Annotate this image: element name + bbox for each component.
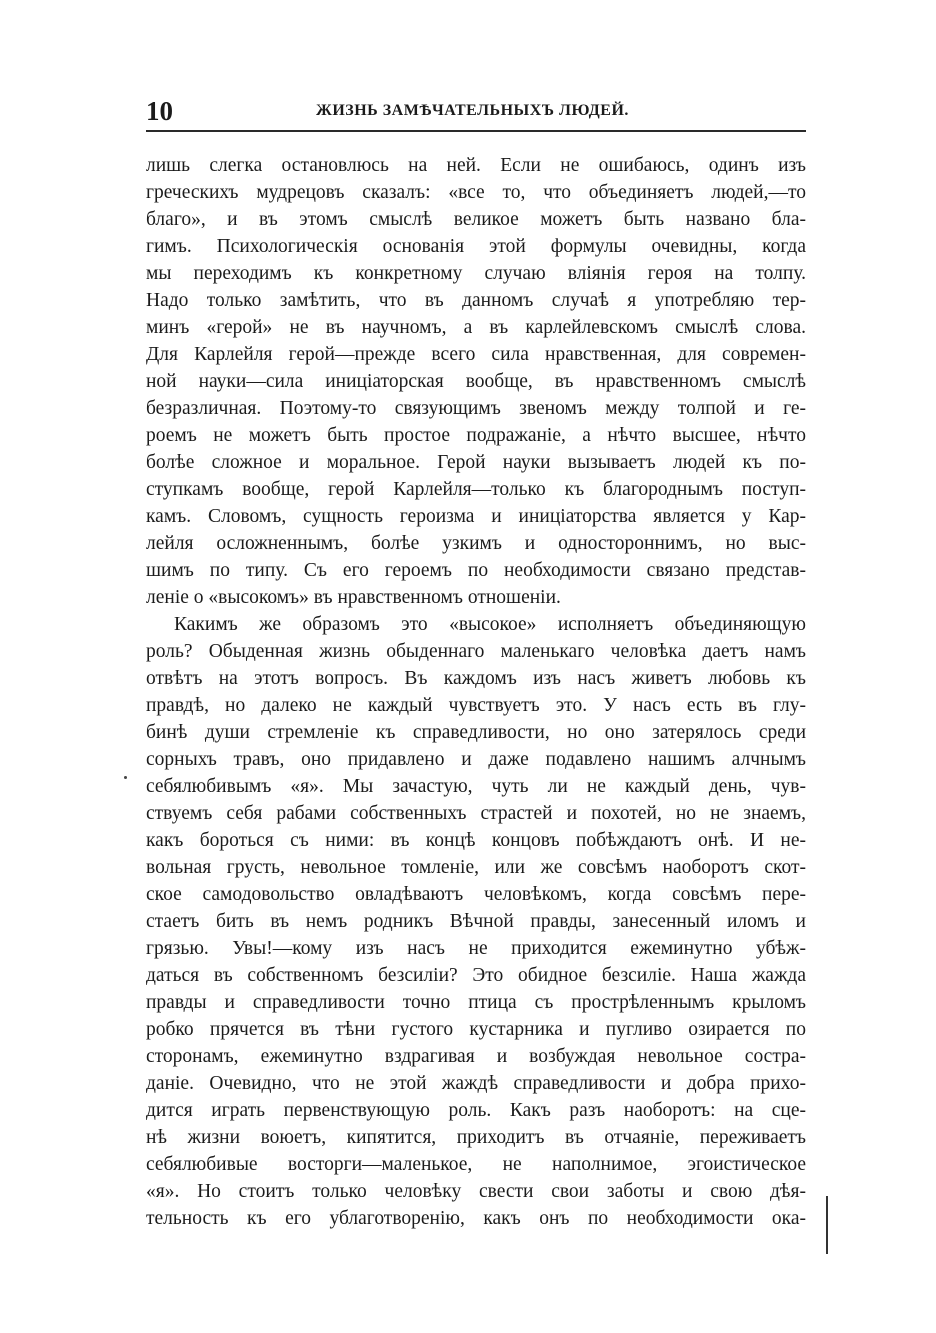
text-line: Для Карлейля герой—прежде всего сила нравственная, для современ- (146, 344, 806, 365)
text-line: благо», и въ этомъ смыслѣ великое можетъ быть названо бла- (146, 209, 806, 230)
text-line: камъ. Словомъ, сущность героизма и иниціаторства является у Кар- (146, 506, 806, 527)
text-line: вольная грусть, невольное томленіе, или же совсѣмъ наоборотъ скот- (146, 857, 806, 878)
text-line: шимъ по типу. Съ его героемъ по необходимости связано представ- (146, 560, 806, 581)
text-line: нѣ жизни воюетъ, кипятится, приходитъ въ отчаяніе, переживаетъ (146, 1127, 806, 1148)
text-line: ступкамъ вообще, герой Карлейля—только къ благороднымъ поступ- (146, 479, 806, 500)
page-header (146, 96, 806, 132)
margin-rule (826, 1196, 828, 1254)
text-line: леніе о «высокомъ» въ нравственномъ отношеніи. (146, 587, 561, 608)
paragraph-1 (146, 152, 806, 611)
text-line: «я». Но стоитъ только человѣку свести свои заботы и свою дѣя- (146, 1181, 806, 1202)
text-line: себялюбивые восторги—маленькое, не наполнимое, эгоистическое (146, 1154, 806, 1175)
text-line: отвѣтъ на этотъ вопросъ. Въ каждомъ изъ насъ живетъ любовь къ (146, 668, 806, 689)
text-line: сорныхъ травъ, оно придавлено и даже подавлено нашимъ алчнымъ (146, 749, 806, 770)
text-line: себялюбивымъ «я». Мы зачастую, чуть ли не каждый день, чув- (146, 776, 806, 797)
text-line: болѣе сложное и моральное. Герой науки вызываетъ людей къ по- (146, 452, 806, 473)
text-line: лишь слегка остановлюсь на ней. Если не ошибаюсь, одинъ изъ (146, 155, 806, 176)
margin-mark (124, 776, 127, 779)
text-line: грязью. Увы!—кому изъ насъ не приходится ежеминутно убѣж- (146, 938, 806, 959)
text-line: роль? Обыденная жизнь обыденнаго маленькаго человѣка даетъ намъ (146, 641, 806, 662)
text-line: ское самодовольство овладѣваютъ человѣкомъ, когда совсѣмъ пере- (146, 884, 806, 905)
text-line: даться въ собственномъ безсиліи? Это обидное безсиліе. Наша жажда (146, 965, 806, 986)
text-line: минъ «герой» не въ научномъ, а въ карлейлевскомъ смыслѣ слова. (146, 317, 806, 338)
text-line: правды и справедливости точно птица съ прострѣленнымъ крыломъ (146, 992, 806, 1013)
text-line: какъ бороться съ ними: въ концѣ концовъ побѣждаютъ онѣ. И не- (146, 830, 806, 851)
body-text (146, 152, 806, 1232)
text-line: сторонамъ, ежеминутно вздрагивая и возбуждая невольное состра- (146, 1046, 806, 1067)
text-line: правдѣ, но далеко не каждый чувствуетъ это. У насъ есть въ глу- (146, 695, 806, 716)
text-line: мы переходимъ къ конкретному случаю вліянія героя на толпу. (146, 263, 806, 284)
text-line: Какимъ же образомъ это «высокое» исполняетъ объединяющую (174, 614, 806, 635)
text-line: робко прячется въ тѣни густого кустарника и пугливо озирается по (146, 1019, 806, 1040)
text-line: безразличная. Поэтому-то связующимъ звеномъ между толпой и ге- (146, 398, 806, 419)
text-line: ствуемъ себя рабами собственныхъ страстей и похотей, но не знаемъ, (146, 803, 806, 824)
text-line: Надо только замѣтить, что въ данномъ случаѣ я употребляю тер- (146, 290, 806, 311)
text-line: роемъ не можетъ быть простое подражаніе, а нѣчто высшее, нѣчто (146, 425, 806, 446)
running-head: ЖИЗНЬ ЗАМѢЧАТЕЛЬНЫХЪ ЛЮДЕЙ. (316, 102, 629, 119)
text-line: дится играть первенствующую роль. Какъ разъ наоборотъ: на сце- (146, 1100, 806, 1121)
paragraph-2 (146, 611, 806, 1232)
text-line: даніе. Очевидно, что не этой жаждѣ справедливости и добра прихо- (146, 1073, 806, 1094)
text-line: греческихъ мудрецовъ сказалъ: «все то, что объединяетъ людей,—то (146, 182, 806, 203)
page-number: 10 (146, 96, 173, 126)
text-line: стаетъ бить въ немъ родникъ Вѣчной правды, занесенный иломъ и (146, 911, 806, 932)
text-line: ной науки—сила иниціаторская вообще, въ нравственномъ смыслѣ (146, 371, 806, 392)
text-line: лейля осложненнымъ, болѣе узкимъ и одностороннимъ, но выс- (146, 533, 806, 554)
text-line: бинѣ души стремленіе къ справедливости, но оно затерялось среди (146, 722, 806, 743)
text-line: тельность къ его ублаготворенію, какъ онъ по необходимости ока- (146, 1208, 806, 1229)
text-line: гимъ. Психологическія основанія этой формулы очевидны, когда (146, 236, 806, 257)
